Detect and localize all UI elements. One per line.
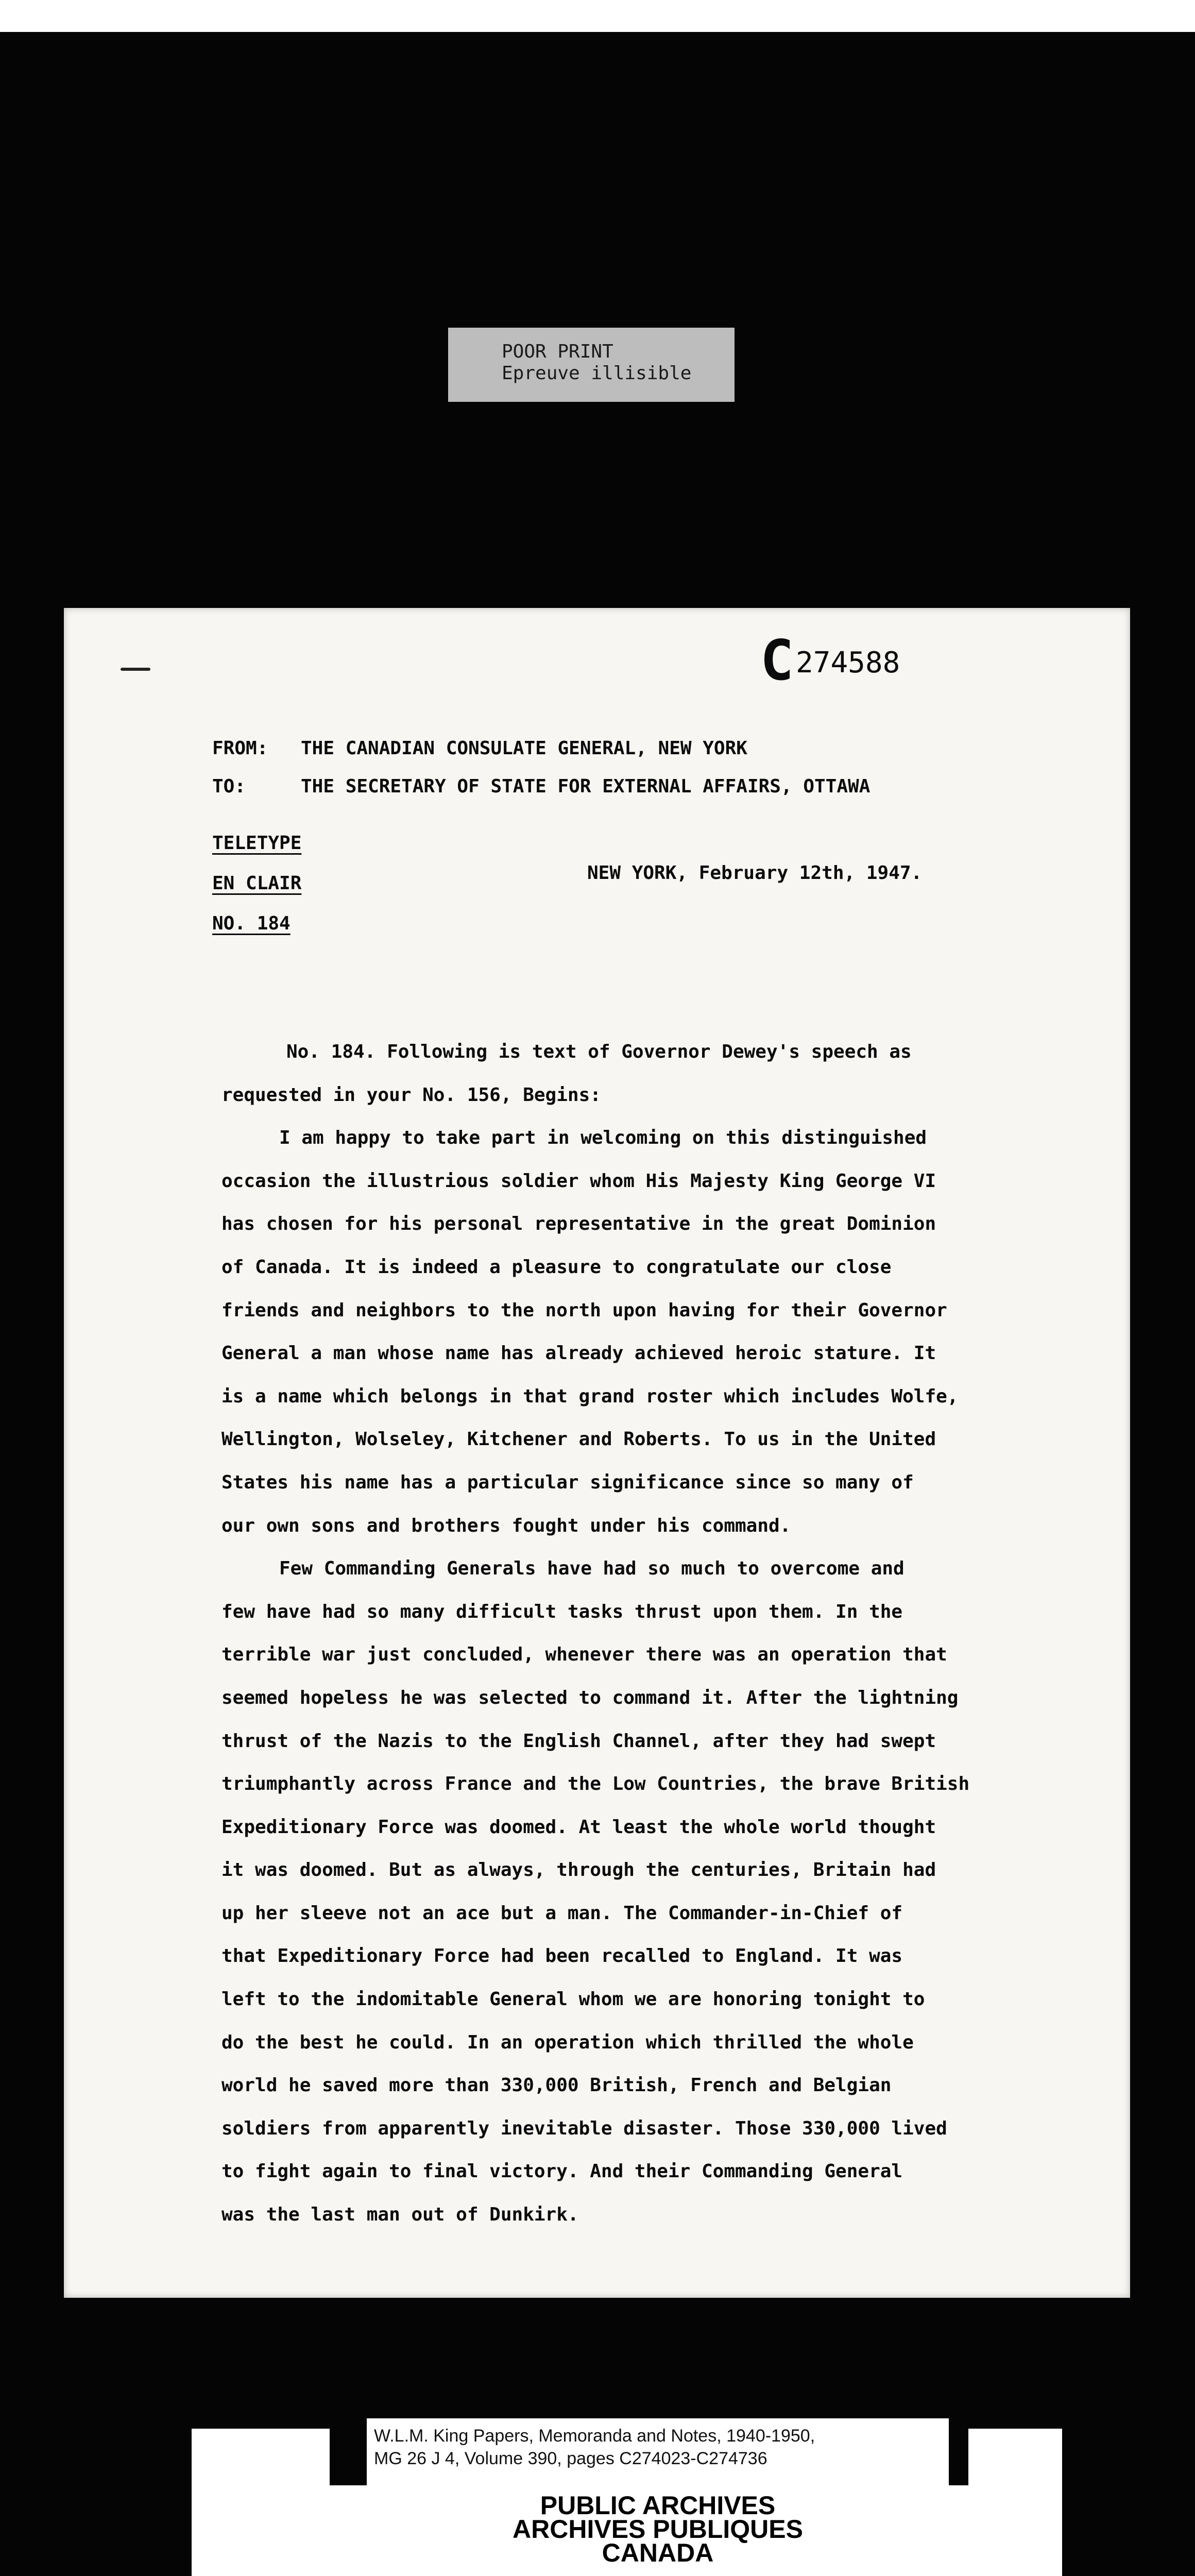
body-line: to fight again to final victory. And their Commanding General [221, 2161, 903, 2182]
body-line: few have had so many difficult tasks thrust upon them. In the [221, 1601, 903, 1622]
body-line: has chosen for his personal representative in the great Dominion [221, 1213, 936, 1235]
body-line: General a man whose name has already achieved heroic stature. It [221, 1343, 936, 1364]
body-line: is a name which belongs in that grand roster which includes Wolfe, [221, 1385, 959, 1407]
dateline: NEW YORK, February 12th, 1947. [587, 862, 923, 884]
body-line: our own sons and brothers fought under his command. [221, 1515, 791, 1536]
body-line: I am happy to take part in welcoming on this distinguished [279, 1127, 927, 1149]
body-line: was the last man out of Dunkirk. [221, 2204, 579, 2226]
body-line: of Canada. It is indeed a pleasure to congratulate our close [221, 1256, 892, 1278]
body-line: it was doomed. But as always, through the centuries, Britain had [221, 1859, 936, 1881]
stamp-tab-left [330, 2418, 367, 2485]
page-number-value: 274588 [796, 646, 900, 680]
archive-institution-line: ARCHIVES PUBLIQUES [513, 2515, 803, 2544]
body-line: Wellington, Wolseley, Kitchener and Roberts. To us in the United [221, 1429, 936, 1450]
archive-institution [367, 2491, 949, 2567]
body-line: Few Commanding Generals have had so much to overcome and [279, 1558, 904, 1580]
document-page [64, 608, 1130, 2298]
stamp-tab-right [949, 2418, 968, 2485]
body-line: terrible war just concluded, whenever there was an operation that [221, 1644, 947, 1666]
body-line: requested in your No. 156, Begins: [221, 1084, 601, 1106]
body-line: No. 184. Following is text of Governor Dewey's speech as [286, 1041, 912, 1062]
body-line: world he saved more than 330,000 British, French and Belgian [221, 2075, 892, 2096]
archive-reference-line: MG 26 J 4, Volume 390, pages C274023-C274736 [374, 2449, 767, 2468]
archive-institution-line: PUBLIC ARCHIVES [540, 2491, 776, 2520]
to-value: THE SECRETARY OF STATE FOR EXTERNAL AFFAIRS, OTTAWA [301, 776, 870, 797]
archive-reference-line: W.L.M. King Papers, Memoranda and Notes, 1940-1950, [374, 2426, 815, 2446]
to-label: TO: [212, 776, 246, 797]
body-line: that Expeditionary Force had been recalled to England. It was [221, 1945, 903, 1967]
body-line: Expeditionary Force was doomed. At least the whole world thought [221, 1816, 936, 1838]
teletype-label: TELETYPE [212, 833, 302, 854]
from-line [212, 738, 747, 759]
body-line: up her sleeve not an ace but a man. The Commander-in-Chief of [221, 1902, 903, 1924]
body-line: States his name has a particular significance since so many of [221, 1471, 914, 1493]
to-line [212, 776, 870, 797]
page-number-prefix: C [760, 629, 794, 693]
message-number-label: NO. 184 [212, 913, 291, 934]
archive-reference [367, 2418, 949, 2490]
poor-print-line: Epreuve illisible [502, 363, 692, 384]
page-mark [121, 668, 150, 671]
body-line: occasion the illustrious soldier whom His Majesty King George VI [221, 1170, 936, 1192]
body-line: thrust of the Nazis to the English Channel, after they had swept [221, 1730, 936, 1752]
body-line: seemed hopeless he was selected to command it. After the lightning [221, 1687, 959, 1708]
poor-print-line: POOR PRINT [502, 341, 613, 362]
body-line: do the best he could. In an operation which thrilled the whole [221, 2031, 914, 2053]
body-line: triumphantly across France and the Low Countries, the brave British [221, 1773, 970, 1795]
from-label: FROM: [212, 738, 268, 759]
message-body [221, 1030, 1128, 2236]
page-number [760, 629, 900, 693]
body-line: friends and neighbors to the north upon having for their Governor [221, 1299, 947, 1321]
poor-print-label [448, 328, 735, 402]
body-line: left to the indomitable General whom we are honoring tonight to [221, 1989, 925, 2010]
archive-institution-line: CANADA [602, 2538, 714, 2567]
from-value: THE CANADIAN CONSULATE GENERAL, NEW YORK [301, 738, 747, 759]
body-line: soldiers from apparently inevitable disaster. Those 330,000 lived [221, 2117, 947, 2139]
en-clair-label: EN CLAIR [212, 873, 302, 894]
